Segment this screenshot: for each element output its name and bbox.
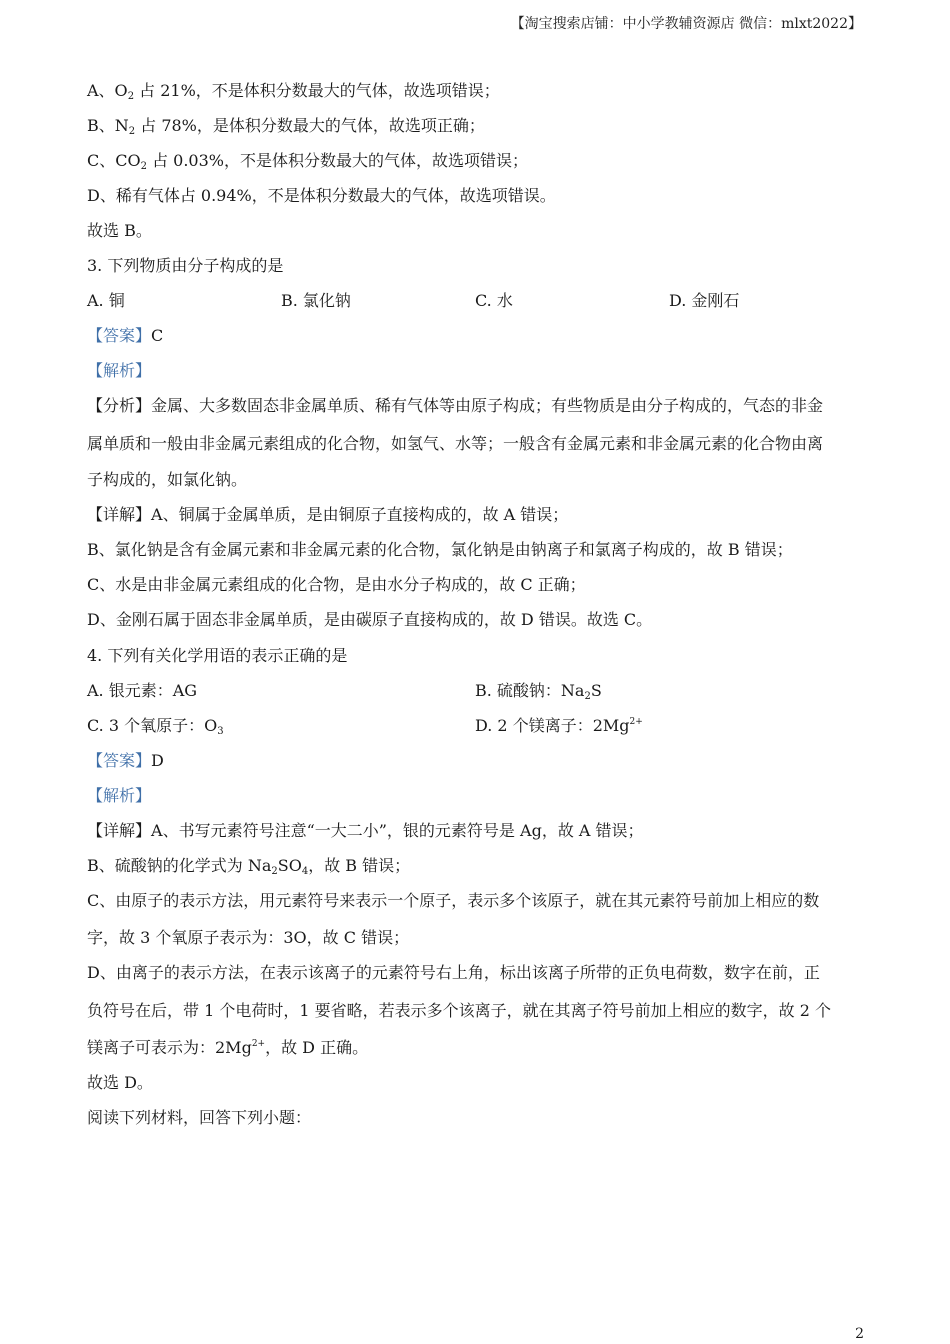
- q3-option-c: C. 水: [475, 291, 513, 310]
- q2-explain-b: B、$N_2$ 占 78%，是体积分数最大的气体，故选项正确；: [87, 116, 485, 137]
- q2-explain-c: C、$CO_2$ 占 0.03%，不是体积分数最大的气体，故选项错误；: [87, 151, 528, 172]
- q3-stem: 3. 下列物质由分子构成的是: [87, 256, 284, 275]
- q3-option-d: D. 金刚石: [669, 291, 740, 310]
- q4-stem: 4. 下列有关化学用语的表示正确的是: [87, 646, 348, 665]
- q4-detail-c-line-1: C、由原子的表示方法，用元素符号来表示一个原子，表示多个该原子，就在其元素符号前加上相应的数: [87, 891, 820, 910]
- q4-detail-a: 【详解】A、书写元素符号注意“一大二小”，银的元素符号是 Ag，故 A 错误；: [87, 821, 644, 840]
- q4-detail-d-line-1: D、由离子的表示方法，在表示该离子的元素符号右上角，标出该离子所带的正负电荷数，数字在前，正: [87, 963, 820, 982]
- q3-fenxi-line-1: 【分析】金属、大多数固态非金属单质、稀有气体等由原子构成；有些物质是由分子构成的，气态的非金: [87, 396, 824, 415]
- page-number: 2: [855, 1326, 864, 1342]
- q3-fenxi-line-2: 属单质和一般由非金属元素组成的化合物，如氢气、水等；一般含有金属元素和非金属元素的化合物由离: [87, 434, 824, 453]
- q4-analysis-tag: 【解析】: [87, 786, 152, 805]
- q3-detail-d: D、金刚石属于固态非金属单质，是由碳原子直接构成的，故 D 错误。故选 C。: [87, 610, 653, 629]
- q3-option-a: A. 铜: [87, 291, 125, 310]
- answer-tag: 【答案】: [87, 326, 152, 345]
- q4-option-c: C. 3 个氧原子：$O_3$: [87, 716, 224, 737]
- q4-detail-b: B、硫酸钠的化学式为 $Na_2SO_4$，故 B 错误；: [87, 856, 411, 877]
- q3-answer: 【答案】C: [87, 326, 164, 345]
- q3-analysis-tag: 【解析】: [87, 361, 152, 380]
- q2-explain-a: A、$O_2$ 占 21%，不是体积分数最大的气体，故选项错误；: [87, 81, 500, 102]
- answer-tag: 【答案】: [87, 751, 152, 770]
- reading-prompt: 阅读下列材料，回答下列小题：: [87, 1108, 312, 1127]
- q4-detail-d-line-2: 负符号在后，带 1 个电荷时，1 要省略，若表示多个该离子，就在其离子符号前加上相应的数字，故 2 个: [87, 1001, 831, 1020]
- q3-detail-b: B、氯化钠是含有金属元素和非金属元素的化合物，氯化钠是由钠离子和氯离子构成的，故 B 错误；: [87, 540, 793, 559]
- q3-detail-c: C、水是由非金属元素组成的化合物，是由水分子构成的，故 C 正确；: [87, 575, 586, 594]
- q4-detail-d-line-3: 镁离子可表示为：$2Mg^{2+}$，故 D 正确。: [87, 1038, 369, 1057]
- q4-option-b: B. 硫酸钠：$Na_2S$: [475, 681, 602, 702]
- q4-detail-c-line-2: 字，故 3 个氧原子表示为：3O，故 C 错误；: [87, 928, 410, 947]
- q2-conclusion: 故选 B。: [87, 221, 152, 240]
- q4-option-d: D. 2 个镁离子：$2Mg^{2+}$: [475, 716, 643, 735]
- q3-fenxi-line-3: 子构成的，如氯化钠。: [87, 470, 248, 489]
- q4-conclusion: 故选 D。: [87, 1073, 153, 1092]
- q4-answer: 【答案】D: [87, 751, 164, 770]
- q3-detail-a: 【详解】A、铜属于金属单质，是由铜原子直接构成的，故 A 错误；: [87, 505, 569, 524]
- q2-explain-d: D、稀有气体占 0.94%，不是体积分数最大的气体，故选项错误。: [87, 186, 556, 205]
- page-header: 【淘宝搜索店铺：中小学教辅资源店 微信：mlxt2022】: [510, 16, 862, 32]
- q3-option-b: B. 氯化钠: [281, 291, 351, 310]
- q4-option-a: A. 银元素：AG: [87, 681, 198, 700]
